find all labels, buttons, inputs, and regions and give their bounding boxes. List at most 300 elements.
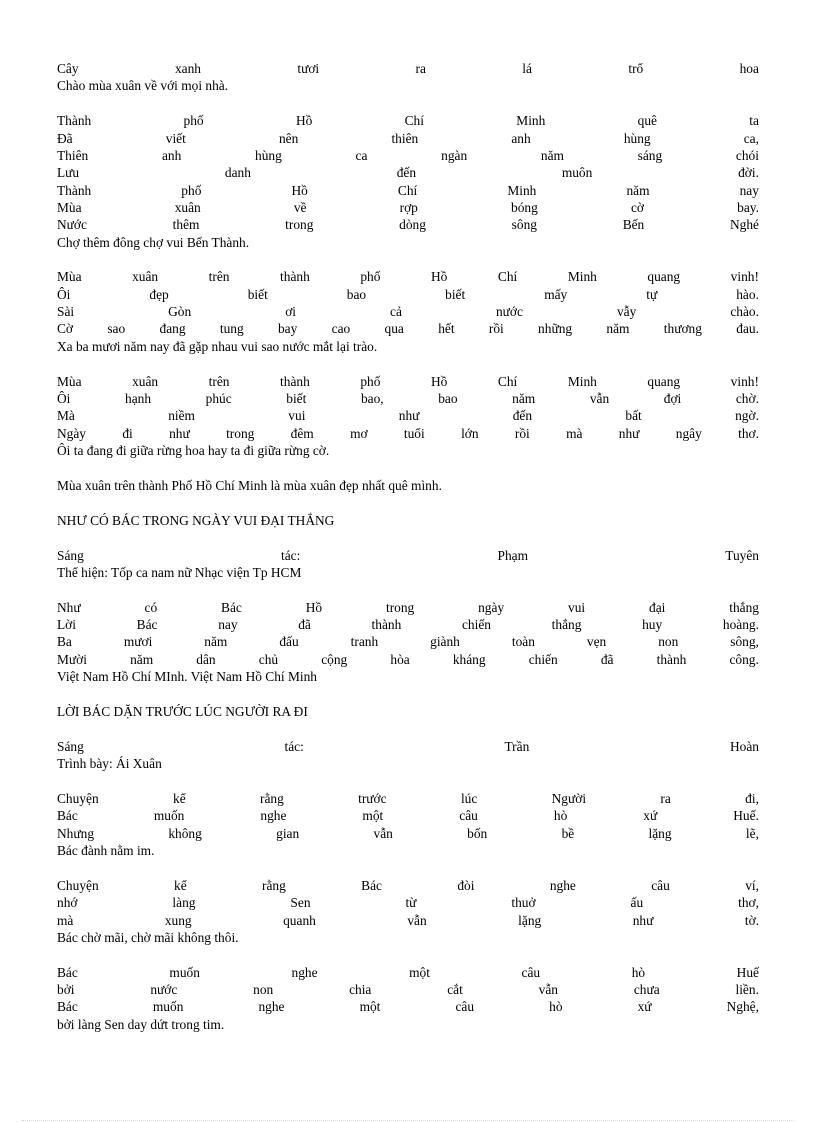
word: thơ.: [738, 425, 759, 441]
word: Hồ: [430, 269, 448, 285]
word: hào.: [736, 286, 759, 302]
text-line: Xa ba mươi năm nay đã gặp nhau vui sao nước mắt lại trào.: [57, 338, 378, 354]
word: năm: [540, 147, 564, 163]
word: vẫn: [589, 391, 610, 406]
word: ngàn: [441, 147, 468, 163]
verse-block: [57, 60, 759, 95]
word: đã: [600, 651, 614, 667]
word: sáng: [637, 147, 663, 163]
word: rồi: [488, 321, 504, 337]
word: Hồ: [430, 373, 448, 389]
word: liền.: [735, 982, 759, 998]
word: vẫy: [616, 304, 637, 320]
word: Đã: [57, 130, 73, 146]
word: đợi: [663, 391, 682, 406]
text-line: [57, 877, 759, 894]
word: Hồ: [291, 182, 308, 198]
word: trổ: [628, 61, 644, 76]
word: Bác: [221, 599, 242, 615]
word: vẫn: [373, 825, 393, 841]
word: thắng: [729, 599, 759, 615]
text-line: [57, 303, 759, 320]
word: cộng: [321, 651, 348, 667]
text-line: [57, 738, 759, 755]
word: quê: [637, 113, 657, 129]
word: ca,: [743, 130, 759, 146]
word: dòng: [399, 217, 426, 233]
word: rợp: [399, 199, 418, 215]
word: huy: [642, 617, 663, 633]
text-line: [57, 268, 759, 285]
word: Ngày: [57, 425, 87, 441]
text-line: [57, 320, 759, 337]
word: Chí: [497, 269, 518, 285]
word: một: [362, 808, 384, 824]
word: lúc: [460, 791, 478, 806]
word: sông: [511, 217, 537, 233]
word: tranh: [350, 634, 379, 650]
word: muốn: [169, 964, 200, 980]
word: lá: [522, 61, 532, 76]
verse-block: [57, 738, 759, 773]
verse-block: [57, 112, 759, 251]
word: năm: [130, 651, 154, 667]
word: trong: [226, 425, 255, 441]
word: Cờ: [57, 321, 74, 337]
word: mươi: [123, 634, 153, 650]
text-line: [57, 825, 759, 842]
word: bởi: [57, 982, 75, 998]
word: năm: [204, 634, 228, 650]
word: Huế.: [733, 808, 759, 824]
text-line: [57, 164, 759, 181]
word: Chí: [397, 182, 418, 198]
word: thành: [371, 617, 402, 633]
word: Chí: [404, 113, 424, 129]
verse-block: [57, 599, 759, 686]
word: tươi: [297, 61, 320, 76]
word: hòa: [390, 651, 410, 667]
word: thương: [663, 321, 702, 337]
word: Sáng: [57, 738, 84, 754]
text-line: [57, 964, 759, 981]
text-line: Bác chờ mãi, chờ mãi không thôi.: [57, 929, 239, 945]
word: trên: [208, 373, 230, 389]
word: hạnh: [125, 391, 152, 406]
text-line: [57, 112, 759, 129]
word: anh: [511, 130, 531, 146]
word: có: [144, 599, 158, 615]
word: Lời: [57, 617, 76, 633]
text-line: [57, 130, 759, 147]
word: Mùa: [57, 269, 82, 285]
word: Nhưng: [57, 825, 95, 841]
text-line: [57, 407, 759, 424]
word: xuân: [132, 373, 159, 389]
word: Mười: [57, 651, 87, 667]
word: phố: [181, 182, 202, 198]
word: thiên: [391, 130, 419, 146]
text-line: [57, 633, 759, 650]
word: toàn: [511, 634, 535, 650]
text-line: Thể hiện: Tốp ca nam nữ Nhạc viện Tp HCM: [57, 564, 302, 580]
word: mà: [57, 912, 74, 928]
word: ngây: [675, 425, 702, 441]
word: ấu: [630, 895, 644, 911]
word: Ba: [57, 634, 72, 650]
word: Hồ: [305, 599, 323, 615]
word: như: [169, 425, 190, 441]
word: lẽ,: [745, 825, 759, 841]
word: xuân: [174, 199, 201, 215]
word: đang: [159, 321, 186, 337]
word: rằng: [259, 791, 284, 806]
word: đau.: [736, 321, 759, 337]
word: Nghé: [729, 217, 759, 233]
word: một: [359, 999, 381, 1015]
word: bao: [438, 391, 458, 406]
word: một: [409, 964, 430, 980]
word: xung: [164, 912, 192, 928]
song-title: LỜI BÁC DẶN TRƯỚC LÚC NGƯỜI RA ĐI: [57, 703, 308, 719]
word: thắng: [551, 617, 582, 633]
word: quang: [647, 269, 681, 285]
word: nghe: [291, 964, 318, 980]
word: muốn: [153, 808, 185, 824]
word: đã: [298, 617, 311, 633]
text-line: [57, 599, 759, 616]
word: Bác: [361, 877, 382, 893]
word: tác:: [284, 738, 304, 754]
word: chào.: [730, 304, 759, 320]
word: lặng: [648, 825, 672, 841]
word: Gòn: [168, 304, 192, 320]
word: cả: [390, 304, 402, 320]
text-line: [57, 182, 759, 199]
word: ngờ.: [735, 408, 759, 424]
page-bottom-rule: [22, 1120, 794, 1121]
word: cao: [331, 321, 351, 337]
word: quanh: [283, 912, 316, 928]
word: mơ: [350, 425, 368, 441]
word: nước: [495, 304, 523, 320]
word: phố: [183, 113, 204, 129]
text-line: Việt Nam Hồ Chí MInh. Việt Nam Hồ Chí Minh: [57, 669, 317, 685]
text-line: [57, 199, 759, 216]
word: mà: [566, 425, 583, 441]
text-line: [57, 981, 759, 998]
word: phố: [360, 269, 381, 285]
word: viết: [165, 130, 186, 146]
word: hò: [631, 964, 646, 980]
word: Thành: [57, 113, 92, 129]
word: Trần: [504, 738, 530, 754]
word: rằng: [262, 877, 286, 893]
word: xanh: [174, 61, 201, 76]
word: Lưu: [57, 165, 80, 181]
word: Thành: [57, 182, 92, 198]
word: đẹp: [149, 286, 169, 302]
word: muôn: [561, 165, 593, 181]
word: tờ.: [744, 912, 759, 928]
word: phố: [360, 373, 381, 389]
word: câu: [459, 808, 478, 824]
verse-block: [57, 477, 759, 494]
text-line: Chào mùa xuân về với mọi nhà.: [57, 78, 229, 94]
text-line: [57, 60, 759, 77]
word: bốn: [467, 825, 488, 841]
word: nay: [218, 617, 238, 633]
word: đấu: [279, 634, 299, 650]
text-line: [57, 807, 759, 824]
word: ngày: [478, 599, 505, 615]
word: đến: [512, 408, 533, 424]
word: chiến: [528, 651, 558, 667]
text-line: [57, 216, 759, 233]
word: thành: [280, 269, 310, 285]
word: chủ: [258, 651, 279, 667]
word: đi: [122, 425, 133, 441]
word: năm: [512, 391, 536, 406]
word: biết: [286, 391, 307, 406]
word: mấy: [544, 286, 568, 302]
verse-block: [57, 877, 759, 946]
text-line: [57, 286, 759, 303]
word: Phạm: [497, 547, 529, 563]
word: trước: [358, 791, 387, 806]
word: rồi: [514, 425, 530, 441]
word: trong: [385, 599, 415, 615]
word: không: [168, 825, 202, 841]
word: non: [253, 982, 274, 998]
word: công.: [729, 651, 759, 667]
word: tung: [219, 321, 244, 337]
word: câu: [455, 999, 475, 1015]
word: hò: [549, 999, 563, 1015]
text-line: Mùa xuân trên thành Phố Hồ Chí Minh là mùa xuân đẹp nhất quê mình.: [57, 477, 442, 493]
word: đòi: [457, 877, 475, 893]
word: xứ: [643, 808, 658, 824]
word: Bác: [57, 808, 78, 824]
verse-block: [57, 373, 759, 460]
word: đêm: [290, 425, 314, 441]
verse-block: [57, 547, 759, 582]
word: nghe: [258, 999, 285, 1015]
word: thành: [656, 651, 687, 667]
word: Ôi: [57, 391, 71, 406]
text-line: [57, 790, 759, 807]
word: Thiên: [57, 147, 89, 163]
word: kể: [174, 877, 187, 893]
song-title: NHƯ CÓ BÁC TRONG NGÀY VUI ĐẠI THẮNG: [57, 512, 335, 528]
word: kháng: [452, 651, 486, 667]
word: như: [632, 912, 654, 928]
word: vinh!: [730, 269, 759, 285]
word: Mùa: [57, 199, 82, 215]
word: danh: [224, 165, 251, 181]
word: Chuyện: [57, 877, 99, 893]
word: chia: [349, 982, 372, 998]
word: bề: [561, 825, 575, 841]
word: dân: [196, 651, 216, 667]
word: biết: [247, 286, 268, 302]
word: trên: [208, 269, 230, 285]
word: hoàng.: [722, 617, 759, 633]
word: giành: [430, 634, 460, 650]
text-line: [57, 390, 759, 407]
word: thêm: [172, 217, 200, 233]
word: xứ: [637, 999, 652, 1015]
document-page: [57, 60, 759, 1051]
word: vui: [568, 599, 586, 615]
word: ơi: [285, 304, 297, 320]
verse-block: [57, 964, 759, 1033]
word: kể: [173, 791, 186, 806]
word: muốn: [152, 999, 184, 1015]
word: Hồ: [295, 113, 313, 129]
text-line: [57, 425, 759, 442]
text-line: Trình bày: Ái Xuân: [57, 756, 162, 772]
word: trong: [285, 217, 314, 233]
word: anh: [161, 147, 182, 163]
text-line: [57, 912, 759, 929]
word: nay: [739, 182, 759, 198]
word: xuân: [132, 269, 159, 285]
word: về: [293, 199, 307, 215]
word: chưa: [633, 982, 660, 998]
word: Mùa: [57, 373, 82, 389]
word: cờ: [630, 199, 644, 215]
text-line: Ôi ta đang đi giữa rừng hoa hay ta đi giữa rừng cờ.: [57, 443, 330, 459]
word: Huế: [736, 964, 759, 980]
word: vẫn: [407, 912, 427, 928]
word: nước: [150, 982, 178, 998]
word: lặng: [518, 912, 542, 928]
word: nên: [278, 130, 299, 146]
word: lớn: [461, 425, 479, 441]
word: chiến: [461, 617, 491, 633]
text-line: [57, 147, 759, 164]
text-line: [57, 547, 759, 564]
word: sông,: [730, 634, 759, 650]
word: câu: [521, 964, 541, 980]
word: ta: [749, 113, 759, 129]
word: Minh: [516, 113, 546, 129]
word: Sáng: [57, 547, 84, 563]
word: gian: [276, 825, 300, 841]
word: thành: [280, 373, 310, 389]
word: Người: [551, 791, 587, 806]
word: đi,: [745, 791, 759, 806]
word: hoa: [739, 61, 759, 76]
word: bóng: [511, 199, 538, 215]
word: phúc: [205, 391, 232, 406]
word: hùng: [255, 147, 282, 163]
word: Bến: [622, 217, 645, 233]
word: Ôi: [57, 286, 71, 302]
word: những: [538, 321, 573, 337]
word: chờ.: [735, 391, 759, 406]
word: như: [618, 425, 640, 441]
text-line: Chợ thêm đông chợ vui Bến Thành.: [57, 234, 250, 250]
word: qua: [384, 321, 404, 337]
word: như: [398, 408, 420, 424]
word: Nước: [57, 217, 87, 233]
word: sao: [107, 321, 126, 337]
word: Sài: [57, 304, 75, 320]
word: vinh!: [730, 373, 759, 389]
text-line: [57, 998, 759, 1015]
word: câu: [651, 877, 670, 893]
word: ra: [415, 61, 426, 76]
text-line: bởi làng Sen day dứt trong tim.: [57, 1016, 225, 1032]
word: bao,: [360, 391, 384, 406]
word: nghe: [549, 877, 576, 893]
word: vui: [288, 408, 306, 424]
word: Minh: [567, 373, 597, 389]
word: Nghệ,: [726, 999, 759, 1015]
word: năm: [626, 182, 650, 198]
text-line: [57, 373, 759, 390]
word: ra: [660, 791, 671, 806]
text-line: Bác đành nằm im.: [57, 843, 155, 859]
word: thơ,: [738, 895, 759, 911]
word: quang: [647, 373, 681, 389]
word: hết: [438, 321, 455, 337]
word: Minh: [507, 182, 537, 198]
word: nhớ: [57, 895, 78, 911]
text-line: [57, 894, 759, 911]
word: vẫn: [538, 982, 558, 998]
word: từ: [405, 895, 417, 911]
word: Bác: [57, 964, 78, 980]
word: Chuyện: [57, 791, 99, 806]
word: làng: [172, 895, 196, 911]
word: Bác: [136, 617, 158, 633]
word: bất: [625, 408, 642, 424]
word: chói: [735, 147, 759, 163]
word: Sen: [290, 895, 311, 911]
word: đến: [396, 165, 417, 181]
word: biết: [445, 286, 466, 302]
text-line: [57, 651, 759, 668]
word: Hoàn: [729, 738, 759, 754]
word: Mà: [57, 408, 75, 424]
word: Minh: [567, 269, 597, 285]
word: cắt: [447, 982, 463, 998]
word: bao: [346, 286, 367, 302]
word: tự: [646, 286, 658, 302]
verse-block: [57, 790, 759, 859]
text-line: [57, 616, 759, 633]
word: năm: [606, 321, 630, 337]
word: Tuyên: [725, 547, 759, 563]
word: Cây: [57, 61, 79, 76]
word: đại: [649, 599, 666, 615]
verse-block: [57, 268, 759, 355]
word: Chí: [497, 373, 518, 389]
word: tuổi: [403, 425, 425, 441]
word: thuở: [511, 895, 536, 911]
word: hò: [553, 808, 568, 824]
word: ví,: [745, 877, 759, 893]
word: nghe: [260, 808, 287, 824]
word: Bác: [57, 999, 78, 1015]
word: ca: [355, 147, 368, 163]
word: Như: [57, 599, 81, 615]
word: niềm: [168, 408, 195, 424]
word: non: [658, 634, 679, 650]
